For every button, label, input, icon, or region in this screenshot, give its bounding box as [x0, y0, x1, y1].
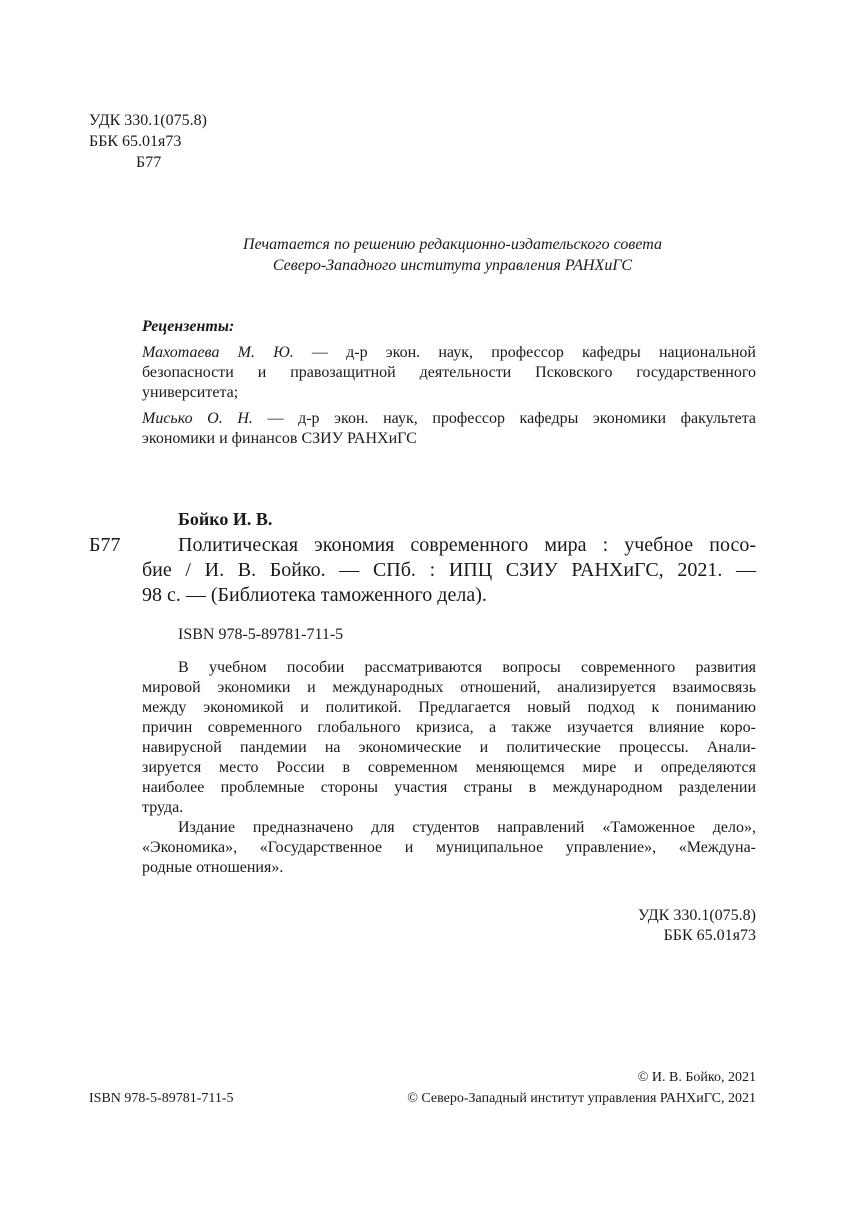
bbk-code: ББК 65.01я73 [89, 133, 182, 150]
reviewer-credentials: — д-р экон. наук, профессор кафедры национальной [293, 344, 756, 361]
abstract-line: В учебном пособии рассматриваются вопросы современного развития [178, 659, 756, 676]
reviewer-entry [142, 409, 756, 449]
reviewers-title: Рецензенты: [142, 318, 235, 335]
abstract-line: Издание предназначено для студентов направлений «Таможенное дело», [178, 819, 756, 836]
copyright-institute: © Северо-Западный институт управления РАНХиГС, 2021 [407, 1091, 756, 1106]
catalog-isbn: ISBN 978-5-89781-711-5 [178, 626, 344, 643]
classification-codes [89, 110, 207, 173]
footer-isbn: ISBN 978-5-89781-711-5 [89, 1091, 234, 1106]
publication-note-line: Северо-Западного института управления РАНХиГС [272, 257, 633, 274]
catalog-description-line: Политическая экономия современного мира : учебное посо- [178, 534, 756, 556]
reviewer-line: безопасности и правозащитной деятельности Псковского государственного [142, 364, 756, 381]
udk-code: УДК 330.1(075.8) [638, 907, 756, 924]
author-mark: Б77 [136, 154, 162, 171]
abstract-line: между экономикой и политикой. Предлагается новый подход к пониманию [142, 699, 756, 716]
reviewer-credentials: — д-р экон. наук, профессор кафедры экономики факультета [252, 410, 757, 427]
abstract-line: зируется место России в современном меняющемся мире и определяются [142, 759, 756, 776]
publication-note-line: Печатается по решению редакционно-издательского совета [243, 236, 662, 253]
abstract-line: навирусной пандемии на экономические и политические процессы. Анали- [142, 739, 756, 756]
udk-code: УДК 330.1(075.8) [89, 112, 207, 129]
reviewers-section [142, 317, 756, 455]
abstract-line: наиболее проблемные стороны участия страны в международном разделении [142, 779, 756, 796]
reviewer-line: экономики и финансов СЗИУ РАНХиГС [142, 430, 417, 447]
publication-note [89, 234, 816, 276]
reviewer-entry [142, 343, 756, 403]
abstract-line: родные отношения». [142, 859, 284, 876]
reviewer-name: Мисько О. Н. [142, 410, 253, 427]
reviewer-name: Махотаева М. Ю. [142, 344, 294, 361]
catalog-author: Бойко И. В. [178, 509, 273, 529]
catalog-description-line: бие / И. В. Бойко. — СПб. : ИПЦ СЗИУ РАНХиГС, 2021. — [142, 559, 756, 581]
catalog-description [142, 533, 756, 608]
abstract-line: причин современного глобального кризиса, а также изучается влияние коро- [142, 719, 756, 736]
abstract-line: «Экономика», «Государственное и муниципальное управление», «Междуна- [142, 839, 756, 856]
bottom-classification-codes [638, 906, 756, 946]
reviewer-line [142, 343, 756, 363]
abstract-line: труда. [142, 799, 184, 816]
reviewer-line [142, 409, 756, 429]
abstract-line: мировой экономики и международных отношений, анализируется взаимосвязь [142, 679, 756, 696]
copyright-author: © И. В. Бойко, 2021 [637, 1070, 756, 1085]
reviewer-line: университета; [142, 384, 239, 401]
catalog-mark: Б77 [89, 534, 121, 556]
catalog-description-line: 98 с. — (Библиотека таможенного дела). [142, 584, 487, 606]
abstract [142, 658, 756, 878]
bbk-code: ББК 65.01я73 [663, 927, 756, 944]
